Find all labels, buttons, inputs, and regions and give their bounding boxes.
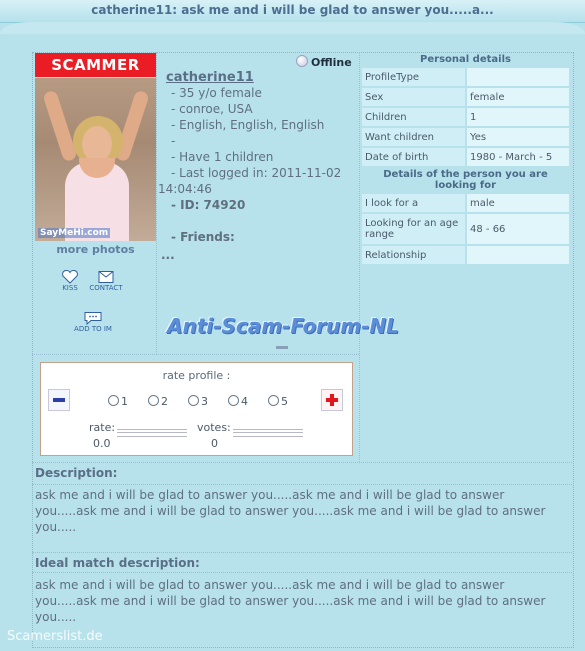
profile-last-logged-time: 14:04:46 <box>158 182 212 196</box>
add-to-im-label: ADD TO IM <box>74 325 112 333</box>
rate-option-3[interactable] <box>188 395 208 408</box>
detail-label: Date of birth <box>362 148 465 166</box>
profile-languages: - English, English, English <box>171 118 325 132</box>
status-label: Offline <box>311 56 352 69</box>
looking-label: Relationship <box>362 246 465 264</box>
looking-value <box>467 246 569 264</box>
profile-last-logged: - Last logged in: 2011-11-02 <box>171 166 342 180</box>
header-curve <box>0 22 585 34</box>
looking-for-title: Details of the person you are looking for <box>383 169 548 191</box>
rate-option-1[interactable] <box>108 395 128 408</box>
forum-watermark: Anti-Scam-Forum-NL <box>167 314 399 338</box>
contact-button[interactable] <box>84 270 128 292</box>
profile-username[interactable]: catherine11 <box>166 70 254 85</box>
divider <box>32 354 359 355</box>
page-header <box>0 0 585 23</box>
votes-bar <box>233 429 303 437</box>
chat-bubble-icon <box>82 311 104 325</box>
detail-label: ProfileType <box>362 68 465 86</box>
looking-label: I look for a <box>362 194 465 212</box>
divider <box>32 552 572 553</box>
scammer-badge: SCAMMER <box>35 53 156 77</box>
detail-value: 1 <box>467 108 569 126</box>
divider <box>32 462 572 463</box>
personal-details-table <box>360 51 571 266</box>
rate-option-2[interactable] <box>148 395 168 408</box>
detail-label: Children <box>362 108 465 126</box>
kiss-label: KISS <box>62 284 78 292</box>
detail-label: Sex <box>362 88 465 106</box>
rate-profile-title: rate profile : <box>162 369 231 382</box>
profile-children: - Have 1 children <box>171 150 274 164</box>
description-text: ask me and i will be glad to answer you.....ask me and i will be glad to answer you.....ask me and i will be glad to answer you.....ask me and i will be glad to answer you..... <box>35 488 546 534</box>
profile-friends-label: - Friends: <box>171 230 235 244</box>
profile-photo[interactable] <box>35 78 156 241</box>
profile-id: - ID: 74920 <box>171 198 246 212</box>
detail-label: Want children <box>362 128 465 146</box>
divider <box>32 572 572 573</box>
rate-bar <box>117 429 187 437</box>
add-to-im-button[interactable] <box>66 311 120 333</box>
rate-label: rate: <box>89 421 116 434</box>
detail-value: female <box>467 88 569 106</box>
description-title: Description: <box>35 466 118 480</box>
rate-option-label: 2 <box>161 395 168 408</box>
kiss-button[interactable] <box>58 270 82 292</box>
detail-value: 1980 - March - 5 <box>467 148 569 166</box>
profile-location: - conroe, USA <box>171 102 253 116</box>
photo-watermark: SayMeHi.com <box>40 228 109 238</box>
page-title: catherine11: ask me and i will be glad to answer you.....a... <box>91 3 494 17</box>
looking-value: 48 - 66 <box>467 214 569 244</box>
rate-down-button[interactable] <box>48 389 70 411</box>
votes-value: 0 <box>211 437 218 450</box>
personal-details-title: Personal details <box>420 54 511 65</box>
contact-label: CONTACT <box>89 284 123 292</box>
rate-profile-widget <box>40 362 353 456</box>
rate-value: 0.0 <box>93 437 111 450</box>
rate-up-button[interactable] <box>321 389 343 411</box>
rate-option-label: 1 <box>121 395 128 408</box>
rate-option-label: 5 <box>281 395 288 408</box>
envelope-icon <box>97 270 115 284</box>
looking-value: male <box>467 194 569 212</box>
votes-label: votes: <box>197 421 231 434</box>
detail-value: Yes <box>467 128 569 146</box>
footer-watermark: Scamerslist.de <box>7 629 103 644</box>
rate-option-label: 4 <box>241 395 248 408</box>
divider <box>156 52 157 354</box>
looking-label: Looking for an age range <box>362 214 465 244</box>
heart-icon <box>61 270 79 284</box>
friends-more-link[interactable]: ... <box>161 248 175 262</box>
more-photos-link[interactable]: more photos <box>56 243 135 256</box>
profile-blank: - <box>171 134 176 148</box>
rate-option-5[interactable] <box>268 395 288 408</box>
status-dot-icon <box>296 55 308 67</box>
status-indicator <box>296 55 352 69</box>
profile-age-gender: - 35 y/o female <box>171 86 262 100</box>
separator-dash <box>276 346 288 349</box>
detail-value <box>467 68 569 86</box>
ideal-match-title: Ideal match description: <box>35 556 200 570</box>
rate-option-label: 3 <box>201 395 208 408</box>
divider <box>32 484 572 485</box>
rate-option-4[interactable] <box>228 395 248 408</box>
ideal-match-text: ask me and i will be glad to answer you.....ask me and i will be glad to answer you.....ask me and i will be glad to answer you.....ask me and i will be glad to answer you..... <box>35 578 546 624</box>
